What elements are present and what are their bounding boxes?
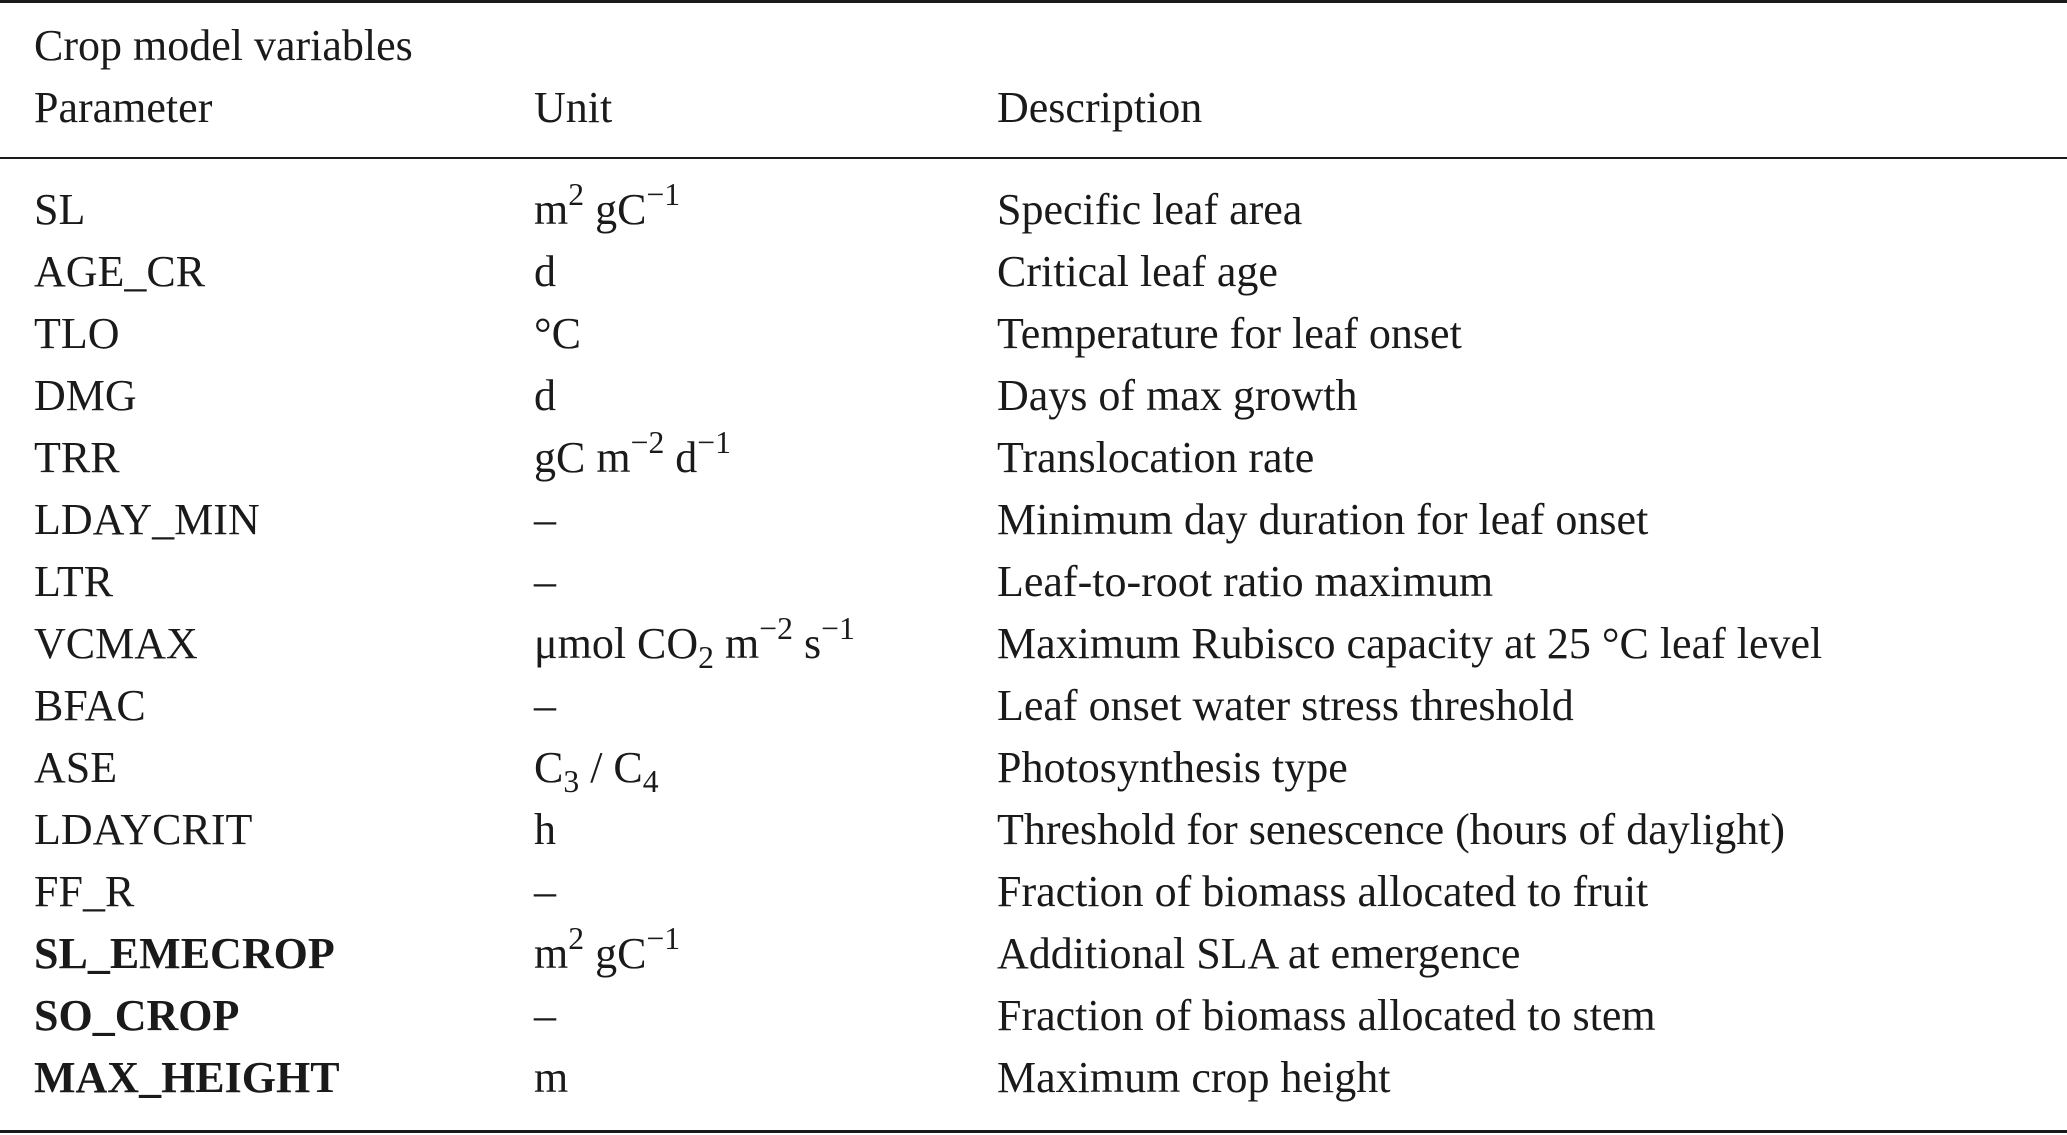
unit-part: m [534,929,569,978]
unit-part: d [534,247,556,296]
cell-parameter: ASE [34,743,118,792]
cell-parameter: TLO [34,309,120,358]
unit-part: μmol CO [534,619,699,668]
unit-part: 3 [563,763,580,799]
bottom-rule [0,1130,2067,1133]
header-parameter: Parameter [34,83,213,132]
table-caption: Crop model variables [34,21,413,70]
cell-unit [534,247,556,296]
unit-part: / C [579,743,643,792]
cell-parameter: TRR [34,433,120,482]
cell-unit [534,743,659,799]
unit-part: °C [534,309,581,358]
unit-part: −1 [697,425,731,461]
cell-unit [534,371,556,420]
cell-unit [534,805,556,854]
cell-description: Leaf-to-root ratio maximum [997,557,1494,606]
cell-description: Leaf onset water stress threshold [997,681,1574,730]
unit-part: s [792,619,822,668]
unit-part: gC m [534,433,631,482]
cell-parameter: MAX_HEIGHT [34,1053,340,1102]
unit-part: – [534,557,556,606]
unit-part: −2 [759,611,793,647]
unit-part: m [714,619,760,668]
cell-description: Maximum crop height [997,1053,1391,1102]
cell-parameter: FF_R [34,867,135,916]
unit-part: 2 [568,921,585,957]
unit-part: – [534,991,556,1040]
cell-parameter: AGE_CR [34,247,206,296]
cell-description: Minimum day duration for leaf onset [997,495,1649,544]
cell-description: Translocation rate [997,433,1315,482]
header-rule [0,157,2067,159]
cell-description: Additional SLA at emergence [997,929,1521,978]
cell-description: Threshold for senescence (hours of daylight) [997,805,1786,854]
cell-parameter: LTR [34,557,114,606]
cell-unit [534,611,855,675]
unit-part: −1 [821,611,855,647]
cell-unit [534,309,581,358]
header-unit: Unit [534,83,613,132]
unit-part: – [534,681,556,730]
unit-part: −1 [646,921,681,957]
cell-unit [534,1053,569,1102]
unit-part: gC [584,185,647,234]
cell-unit [534,177,681,234]
cell-unit [534,495,556,544]
cell-description: Temperature for leaf onset [997,309,1462,358]
unit-part: d [664,433,698,482]
unit-part: C [534,743,564,792]
cell-parameter: VCMAX [34,619,198,668]
top-rule [0,0,2067,3]
cell-unit [534,867,556,916]
cell-description: Days of max growth [997,371,1358,420]
cell-parameter: LDAY_MIN [34,495,260,544]
unit-part: 2 [568,177,585,213]
cell-description: Fraction of biomass allocated to stem [997,991,1656,1040]
unit-part: h [534,805,556,854]
cell-parameter: SL [34,185,86,234]
cell-unit [534,425,731,482]
unit-part: gC [584,929,647,978]
cell-unit [534,681,556,730]
cell-description: Fraction of biomass allocated to fruit [997,867,1649,916]
unit-part: 2 [698,639,715,675]
unit-part: 4 [642,763,659,799]
cell-description: Critical leaf age [997,247,1278,296]
cell-description: Photosynthesis type [997,743,1348,792]
cell-parameter: SO_CROP [34,991,240,1040]
unit-part: m [534,185,569,234]
cell-unit [534,921,681,978]
cell-parameter: LDAYCRIT [34,805,253,854]
unit-part: – [534,867,556,916]
cell-description: Maximum Rubisco capacity at 25 °C leaf level [997,619,1823,668]
cell-parameter: DMG [34,371,137,420]
cell-description: Specific leaf area [997,185,1303,234]
cell-parameter: SL_EMECROP [34,929,335,978]
unit-part: – [534,495,556,544]
unit-part: m [534,1053,569,1102]
cell-unit [534,991,556,1040]
unit-part: −1 [646,177,681,213]
cell-parameter: BFAC [34,681,146,730]
header-description: Description [997,83,1203,132]
cell-unit [534,557,556,606]
unit-part: −2 [630,425,665,461]
unit-part: d [534,371,556,420]
